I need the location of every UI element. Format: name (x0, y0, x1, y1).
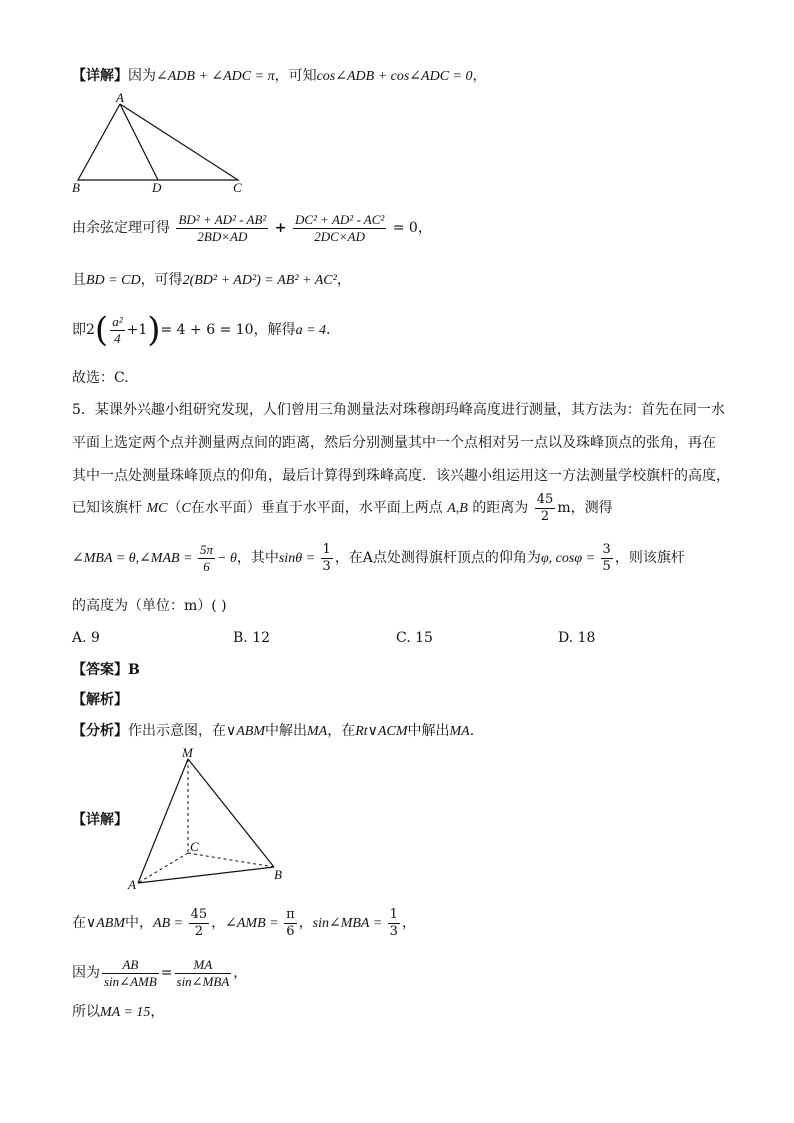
equation: AB = (153, 916, 187, 931)
equation: = 4 + 6 = 10 (160, 322, 254, 338)
denominator: 2 (540, 508, 550, 524)
numerator: MA (175, 957, 232, 974)
vertex-label-d: D (152, 180, 162, 195)
denominator: 3 (322, 558, 331, 574)
equation: sinθ = (278, 551, 319, 566)
text: 的距离为 (472, 500, 529, 516)
fraction (110, 314, 124, 347)
q5-line5 (72, 540, 685, 577)
denominator: 2 (194, 923, 203, 939)
text: 作出示意图，在 (128, 723, 226, 739)
paren-open: ( (94, 310, 109, 350)
text: 即 (72, 322, 86, 338)
numerator: 1 (322, 541, 331, 557)
text: 在 (72, 915, 86, 931)
q5-line3: 其中一点处测量珠峰顶点的仰角，最后计算得到珠峰高度．该兴趣小组运用这一方法测量学校旗杆的高度， (72, 468, 730, 484)
denominator: sin∠MBA (176, 973, 230, 989)
vertex-label-c: C (233, 180, 242, 195)
choice-line: 故选：C. (72, 370, 129, 386)
equation: φ, cosφ = (540, 551, 599, 566)
coef: 2 (86, 322, 95, 338)
text: ， (298, 915, 313, 931)
text: 中， (125, 915, 154, 931)
step3-line (72, 312, 330, 349)
vertex-label-m: M (182, 745, 193, 760)
detail1-line (72, 66, 487, 87)
equation: sin∠MBA = (312, 916, 386, 931)
equals: = (160, 965, 173, 981)
fraction (189, 907, 210, 940)
fraction (198, 542, 215, 575)
text: 因为 (72, 965, 100, 981)
vertex-label-c: C (190, 839, 199, 854)
denominator: 6 (203, 558, 210, 574)
denominator: 3 (389, 923, 398, 939)
var: MA (307, 724, 328, 739)
numerator: BD² + AD² - AB² (178, 211, 267, 227)
text: = 0， (392, 220, 432, 236)
text: 由余弦定理可得 (72, 220, 170, 236)
text: 中解出 (407, 723, 450, 739)
denominator: 6 (286, 923, 295, 939)
text: . (469, 723, 475, 739)
var: ∨ABM (86, 916, 126, 931)
var: ∨ABM (226, 724, 266, 739)
equation: ∠MBA = θ,∠MAB = (72, 551, 197, 566)
text: ，其中 (236, 550, 279, 566)
numerator: 5π (200, 541, 214, 557)
numerator: 1 (389, 906, 398, 922)
option-c: C. 15 (396, 630, 433, 646)
text: ， (150, 1004, 165, 1020)
fraction (176, 212, 268, 245)
equation: 2(BD² + AD²) = AB² + AC² (182, 273, 337, 288)
option-a: A. 9 (72, 630, 100, 646)
q5-line2: 平面上选定两个点并测量两点间的距离，然后分别测量其中一个点相对另一点以及珠峰顶点的张角，再在 (72, 435, 716, 451)
equation: ∠ADB + ∠ADC = π (156, 69, 275, 84)
sol3-line (72, 1002, 164, 1023)
text: ， (233, 965, 248, 981)
text: ，在A点处测得旗杆顶点的仰角为 (334, 550, 541, 566)
vertex-label-a: A (116, 90, 124, 105)
sol1-line (72, 905, 416, 942)
vertex-label-b: B (72, 180, 80, 195)
numerator: a² (112, 313, 123, 329)
text: ， (336, 272, 351, 288)
equation: ∠AMB = (225, 916, 283, 931)
text: ，可知 (274, 68, 317, 84)
text: 已知该旗杆 (72, 500, 142, 516)
option-b: B. 12 (233, 630, 271, 646)
numerator: 45 (190, 906, 208, 922)
text: ， (211, 915, 226, 931)
text: 中解出 (265, 723, 308, 739)
tetrahedron-figure (124, 745, 294, 895)
numerator: AB (102, 957, 159, 974)
fraction (175, 957, 232, 990)
var: C (181, 501, 191, 516)
fraction (601, 542, 613, 575)
text: ， (401, 915, 416, 931)
denominator: 2DC×AD (314, 228, 365, 244)
denominator: 4 (114, 330, 121, 346)
option-d: D. 18 (558, 630, 596, 646)
fraction (293, 212, 386, 245)
answer-line: 【答案】B (72, 662, 140, 678)
analysis-line (72, 721, 474, 742)
var: Rt∨ACM (355, 724, 408, 739)
q5-line6: 的高度为（单位：m）( ) (72, 598, 227, 614)
q5-line4 (72, 490, 613, 527)
text: 因为 (128, 68, 156, 84)
detail2-label: 【详解】 (72, 812, 128, 828)
vertex-label-a: A (128, 877, 136, 892)
text: +1 (126, 322, 148, 338)
triangle-figure (68, 90, 258, 200)
text: ，解得 (253, 322, 296, 338)
text: 在水平面）垂直于水平面，水平面上两点 (190, 500, 443, 516)
fraction (321, 542, 333, 575)
fraction (102, 957, 159, 990)
analysis-title: 【解析】 (72, 692, 128, 708)
text: 所以 (72, 1004, 100, 1020)
fraction (535, 492, 556, 525)
sol2-line (72, 955, 247, 991)
analysis-label: 【分析】 (72, 723, 128, 739)
equation: MA = 15 (100, 1005, 151, 1020)
text: m，测得 (557, 500, 613, 516)
numerator: DC² + AD² - AC² (294, 211, 385, 227)
equation: BD = CD (86, 273, 141, 288)
cosine-law-line (72, 210, 432, 246)
denominator: 5 (602, 558, 611, 574)
detail-label: 【详解】 (72, 68, 128, 84)
fraction (284, 907, 297, 940)
text: ，在 (327, 723, 356, 739)
plus: + (274, 220, 287, 236)
q5-line1: 5．某课外兴趣小组研究发现，人们曾用三角测量法对珠穆朗玛峰高度进行测量，其方法为：首先在同一水 (72, 402, 725, 418)
denominator: 2BD×AD (197, 228, 248, 244)
text: ， (472, 68, 487, 84)
numerator: 45 (536, 491, 554, 507)
denominator: sin∠AMB (104, 973, 157, 989)
vertex-label-b: B (274, 867, 282, 882)
var: MA (449, 724, 470, 739)
step2-line (72, 270, 351, 291)
var: A,B (447, 501, 468, 516)
fraction (388, 907, 400, 940)
text: （ (167, 500, 182, 516)
numerator: 3 (602, 541, 611, 557)
text: 且 (72, 272, 86, 288)
numerator: π (286, 906, 295, 922)
text: . (326, 322, 331, 338)
text: ，则该旗杆 (614, 550, 685, 566)
equation: cos∠ADB + cos∠ADC = 0 (316, 69, 473, 84)
paren-close: ) (147, 310, 161, 350)
answer: a = 4 (295, 323, 327, 338)
equation: − θ (217, 551, 237, 566)
text: ，可得 (140, 272, 183, 288)
var: MC (146, 501, 168, 516)
